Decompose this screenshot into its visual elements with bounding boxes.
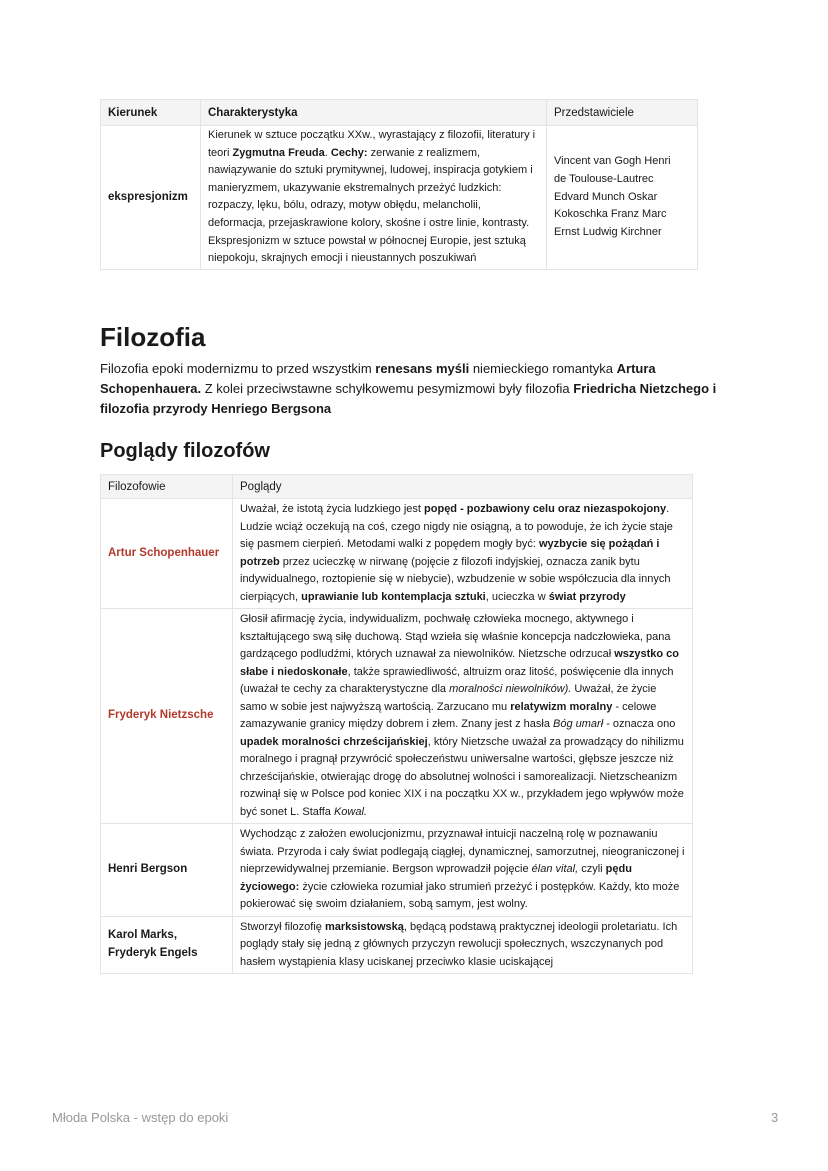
text-line: Kokoschka Franz Marc [554, 208, 667, 221]
text-line: Fryderyk Engels [108, 946, 198, 959]
philosopher-views [233, 824, 693, 917]
text-segment: , ucieczka w [485, 590, 549, 603]
text-segment: Z kolei przeciwstawne schyłkowemu pesymizmowi były filozofia [201, 381, 574, 396]
movements-table [100, 99, 698, 270]
movements-table-header [101, 100, 698, 126]
text-segment: élan vital, [531, 863, 579, 875]
philosopher-name [101, 824, 233, 917]
text-segment: - celowe zamazywanie granicy między dobrem i złem. Znany jest z hasła [240, 700, 657, 730]
text-segment: Stworzył filozofię [240, 920, 325, 933]
header-kierunek: Kierunek [101, 100, 201, 126]
philosopher-name [101, 499, 233, 609]
text-segment: pędu życiowego: [240, 863, 632, 893]
table-row [101, 824, 693, 917]
section-title: Filozofia [100, 322, 206, 352]
text-segment: relatywizm moralny [510, 700, 613, 713]
text-segment: życie człowieka rozumiał jako strumień przeżyć i postępków. Każdy, kto może pokierować się swoim działaniem, sobą samym, jest wolny. [240, 880, 680, 910]
text-segment: Kierunek w sztuce początku XXw., wyrastający z filozofii, literatury i teori [208, 129, 536, 159]
text-segment: Filozofia epoki modernizmu to przed wszystkim [100, 361, 376, 376]
header-charakterystyka: Charakterystyka [201, 100, 547, 126]
table-row [101, 126, 698, 270]
table-row [101, 499, 693, 609]
text-segment: popęd - pozbawiony celu oraz niezaspokojony [424, 503, 667, 515]
text-line: Artur Schopenhauer [108, 546, 220, 559]
philosopher-views [233, 609, 693, 824]
text-segment: marksistowską [324, 920, 404, 933]
text-segment: renesans myśli [375, 361, 470, 376]
text-segment: upadek moralności chrześcijańskiej [240, 735, 428, 748]
text-line: de Toulouse-Lautrec [554, 172, 654, 185]
text-segment: moralności niewolników). [449, 683, 572, 695]
table-row [101, 609, 693, 824]
intro-paragraph [100, 359, 740, 419]
text-segment: wszystko co słabe i niedoskonałe [240, 648, 680, 678]
text-segment: , będącą podstawą praktycznej ideologii proletariatu. Ich poglądy stały się jedną z głównych przyczyn rewolucji społecznych, wszczynanych pod hasłem wystąpienia klasy uciskanej przeciwko klasie uciskającej [240, 920, 678, 968]
text-segment: świat przyrody [548, 590, 626, 603]
text-segment: Kowal. [333, 805, 367, 818]
text-segment: . Ludzie wciąż oczekują na coś, czego nigdy nie osiągną, a to powoduje, że ich życie staje się pasmem cierpień. Metodami walki z popędem mogły być: [240, 503, 673, 550]
text-segment: wyzbycie się pożądań i potrzeb [240, 538, 660, 568]
philosopher-name [101, 916, 233, 974]
philosopher-name [101, 609, 233, 824]
philosophers-table [100, 474, 693, 974]
text-segment: . [324, 146, 331, 159]
text-segment: Cechy: [330, 146, 368, 159]
text-segment: , także sprawiedliwość, altruizm oraz litość, poświęcenie dla innych (uważał te cechy za charakterystyczne dla [240, 665, 674, 695]
header-filozofowie: Filozofowie [101, 475, 233, 499]
text-line: Fryderyk Nietzsche [108, 709, 214, 722]
text-segment: Bóg umarł [553, 718, 604, 730]
text-segment: , który Nietzsche uważał za prowadzący do nihilizmu moralnego i pragnął przywrócić społeczeństwu uniwersalne wartości, głębsze jeszcze niż chrześcijańskie, otwierając drogę do absolutnej wolności i samorealizacji. Nietzscheanizm rozwinął się w Polsce pod koniec XIX i na początku XX w., przykładem jego wpływów może być sonet L. Staffa [240, 735, 684, 818]
text-segment: niemieckiego romantyka [469, 361, 617, 376]
text-segment: przez ucieczkę w nirwanę (pojęcie z filozofi indyjskiej, oznacza zanik bytu indywidualnego, roztopienie się w niebycie), wzbudzenie w sobie współczucia dla innych cierpiących, [240, 555, 671, 603]
text-segment: Uważał, że życie samo w sobie jest najwyższą wartością. Zarzucano mu [240, 683, 657, 713]
text-segment: Głosił afirmację życia, indywidualizm, pochwałę człowieka mocnego, aktywnego i kształtującego swą siłę duchową. Stąd wzieła się właśnie koncepcja nadczłowieka, pana gardzącego podludźmi, których uznawał za niewolników. Nietzsche odrzucał [240, 613, 671, 660]
text-line: Vincent van Gogh Henri [554, 155, 671, 168]
text-segment: Wychodząc z założen ewolucjonizmu, przyznawał intuicji naczelną rolę w poznawaniu świata. Przyroda i cały świat podlegają ciągłej, dynamicznej, samorzutnej, nieograniczonej i nieprzewidywalnej przemianie. Bergson wprowadził pojęcie [240, 828, 685, 875]
table-row [101, 916, 693, 974]
text-segment: Friedricha Nietzchego i filozofia przyrody Henriego Bergsona [100, 381, 717, 416]
text-segment: Zygmutna Freuda [232, 146, 325, 159]
text-segment: Artura Schopenhauera. [100, 361, 656, 396]
footer-title: Młoda Polska - wstęp do epoki [52, 1110, 229, 1125]
header-przedstawiciele: Przedstawiciele [547, 100, 698, 126]
text-segment: zerwanie z realizmem, nawiązywanie do sztuki prymitywnej, ludowej, inspiracja gotykiem i manieryzmem, ukazywanie ekstremalnych przeżyć ludzkich: rozpaczy, lęku, bólu, odrazy, motyw obłędu, melancholii, deformacja, przejaskrawione kolory, skośne i ostre linie, kontrasty. Ekspresjonizm w sztuce powstał w północnej Europie, jest sztuką niepokoju, skrajnych emocji i nieustannych poszukiwań [208, 146, 533, 265]
philosopher-views [233, 499, 693, 609]
page-number: 3 [771, 1110, 779, 1125]
text-segment: czyli [578, 863, 606, 875]
text-segment: uprawianie lub kontemplacja sztuki [301, 590, 486, 603]
movement-name: ekspresjonizm [101, 126, 201, 270]
movement-representatives [547, 126, 698, 270]
philosophers-table-header [101, 475, 693, 499]
movement-description [201, 126, 547, 270]
header-poglady: Poglądy [233, 475, 693, 499]
text-line: Karol Marks, [108, 929, 178, 942]
text-segment: - oznacza ono [603, 718, 676, 730]
text-segment: Uważał, że istotą życia ludzkiego jest [240, 503, 425, 515]
philosopher-views [233, 916, 693, 974]
text-line: Edvard Munch Oskar [554, 190, 658, 203]
subsection-title: Poglądy filozofów [100, 440, 270, 462]
text-line: Henri Bergson [108, 863, 188, 875]
text-line: Ernst Ludwig Kirchner [554, 225, 662, 238]
philosophers-table-body [101, 499, 693, 974]
